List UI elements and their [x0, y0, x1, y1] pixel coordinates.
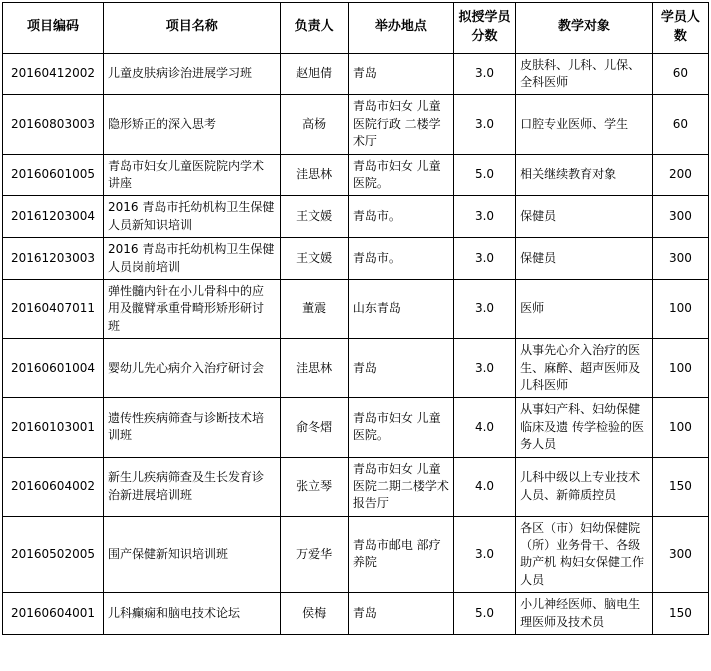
cell-count: 100	[652, 339, 708, 398]
cell-target: 各区（市）妇幼保健院（所）业务骨干、各级助产机 构妇女保健工作人员	[516, 516, 653, 593]
table-row	[3, 196, 709, 238]
cell-head: 赵旭倩	[280, 53, 348, 95]
cell-name: 新生儿疾病筛查及生长发育诊治新进展培训班	[104, 457, 281, 516]
cell-code: 20160412002	[3, 53, 104, 95]
cell-count: 200	[652, 154, 708, 196]
cell-place: 青岛市邮电 部疗养院	[348, 516, 453, 593]
cell-credit: 3.0	[453, 53, 515, 95]
cell-credit: 5.0	[453, 154, 515, 196]
cell-target: 皮肤科、儿科、儿保、全科医师	[516, 53, 653, 95]
column-header-credit: 拟授学员分数	[453, 3, 515, 54]
cell-name: 2016 青岛市托幼机构卫生保健人员新知识培训	[104, 196, 281, 238]
cell-place: 青岛市妇女 儿童医院。	[348, 398, 453, 457]
cell-head: 侯梅	[280, 593, 348, 635]
cell-head: 董震	[280, 279, 348, 338]
cell-code: 20160502005	[3, 516, 104, 593]
column-header-target: 教学对象	[516, 3, 653, 54]
cell-name: 儿童皮肤病诊治进展学习班	[104, 53, 281, 95]
cell-count: 300	[652, 516, 708, 593]
cell-target: 小儿神经医师、脑电生理医师及技术员	[516, 593, 653, 635]
course-table	[2, 2, 709, 635]
cell-credit: 3.0	[453, 279, 515, 338]
table-row	[3, 53, 709, 95]
cell-credit: 3.0	[453, 95, 515, 154]
cell-count: 60	[652, 53, 708, 95]
table-row	[3, 593, 709, 635]
cell-credit: 3.0	[453, 516, 515, 593]
cell-target: 保健员	[516, 196, 653, 238]
table-row	[3, 339, 709, 398]
cell-target: 医师	[516, 279, 653, 338]
cell-credit: 4.0	[453, 398, 515, 457]
column-header-count: 学员人数	[652, 3, 708, 54]
document-sheet	[0, 2, 711, 671]
cell-place: 青岛市妇女 儿童医院二期二楼学术报告厅	[348, 457, 453, 516]
cell-head: 张立琴	[280, 457, 348, 516]
table-body	[3, 53, 709, 634]
cell-target: 从事先心介入治疗的医生、麻醉、超声医师及儿科医师	[516, 339, 653, 398]
cell-credit: 4.0	[453, 457, 515, 516]
cell-place: 青岛市。	[348, 238, 453, 280]
cell-head: 俞冬熠	[280, 398, 348, 457]
cell-credit: 5.0	[453, 593, 515, 635]
cell-count: 100	[652, 279, 708, 338]
cell-name: 青岛市妇女儿童医院院内学术讲座	[104, 154, 281, 196]
cell-code: 20160604001	[3, 593, 104, 635]
cell-count: 300	[652, 238, 708, 280]
cell-code: 20161203003	[3, 238, 104, 280]
table-header	[3, 3, 709, 54]
cell-name: 2016 青岛市托幼机构卫生保健人员岗前培训	[104, 238, 281, 280]
cell-target: 口腔专业医师、学生	[516, 95, 653, 154]
cell-code: 20160601005	[3, 154, 104, 196]
cell-place: 青岛	[348, 53, 453, 95]
cell-credit: 3.0	[453, 238, 515, 280]
cell-head: 万爱华	[280, 516, 348, 593]
column-header-place: 举办地点	[348, 3, 453, 54]
cell-name: 围产保健新知识培训班	[104, 516, 281, 593]
column-header-head: 负责人	[280, 3, 348, 54]
cell-place: 青岛市妇女 儿童医院。	[348, 154, 453, 196]
cell-place: 青岛	[348, 339, 453, 398]
cell-code: 20160601004	[3, 339, 104, 398]
cell-place: 青岛	[348, 593, 453, 635]
table-row	[3, 238, 709, 280]
cell-code: 20160407011	[3, 279, 104, 338]
cell-code: 20160604002	[3, 457, 104, 516]
cell-place: 青岛市。	[348, 196, 453, 238]
cell-name: 隐形矫正的深入思考	[104, 95, 281, 154]
table-row	[3, 457, 709, 516]
cell-count: 100	[652, 398, 708, 457]
cell-name: 弹性髓内针在小儿骨科中的应用及髋臂承重骨畸形矫形研讨班	[104, 279, 281, 338]
cell-name: 婴幼儿先心病介入治疗研讨会	[104, 339, 281, 398]
table-row	[3, 398, 709, 457]
cell-head: 王文媛	[280, 196, 348, 238]
table-row	[3, 154, 709, 196]
table-row	[3, 279, 709, 338]
cell-code: 20161203004	[3, 196, 104, 238]
cell-head: 王文媛	[280, 238, 348, 280]
cell-code: 20160103001	[3, 398, 104, 457]
cell-credit: 3.0	[453, 339, 515, 398]
cell-count: 150	[652, 457, 708, 516]
cell-name: 儿科癫痫和脑电技术论坛	[104, 593, 281, 635]
table-row	[3, 516, 709, 593]
cell-count: 150	[652, 593, 708, 635]
cell-target: 保健员	[516, 238, 653, 280]
column-header-name: 项目名称	[104, 3, 281, 54]
cell-head: 高杨	[280, 95, 348, 154]
cell-name: 遗传性疾病筛查与诊断技术培训班	[104, 398, 281, 457]
cell-head: 洼思林	[280, 154, 348, 196]
cell-credit: 3.0	[453, 196, 515, 238]
table-header-row	[3, 3, 709, 54]
cell-target: 相关继续教育对象	[516, 154, 653, 196]
cell-count: 60	[652, 95, 708, 154]
column-header-code: 项目编码	[3, 3, 104, 54]
cell-target: 从事妇产科、妇幼保健临床及遗 传学检验的医务人员	[516, 398, 653, 457]
table-row	[3, 95, 709, 154]
cell-target: 儿科中级以上专业技术人员、新筛质控员	[516, 457, 653, 516]
cell-head: 洼思林	[280, 339, 348, 398]
cell-place: 山东青岛	[348, 279, 453, 338]
cell-code: 20160803003	[3, 95, 104, 154]
cell-place: 青岛市妇女 儿童医院行政 二楼学术厅	[348, 95, 453, 154]
cell-count: 300	[652, 196, 708, 238]
